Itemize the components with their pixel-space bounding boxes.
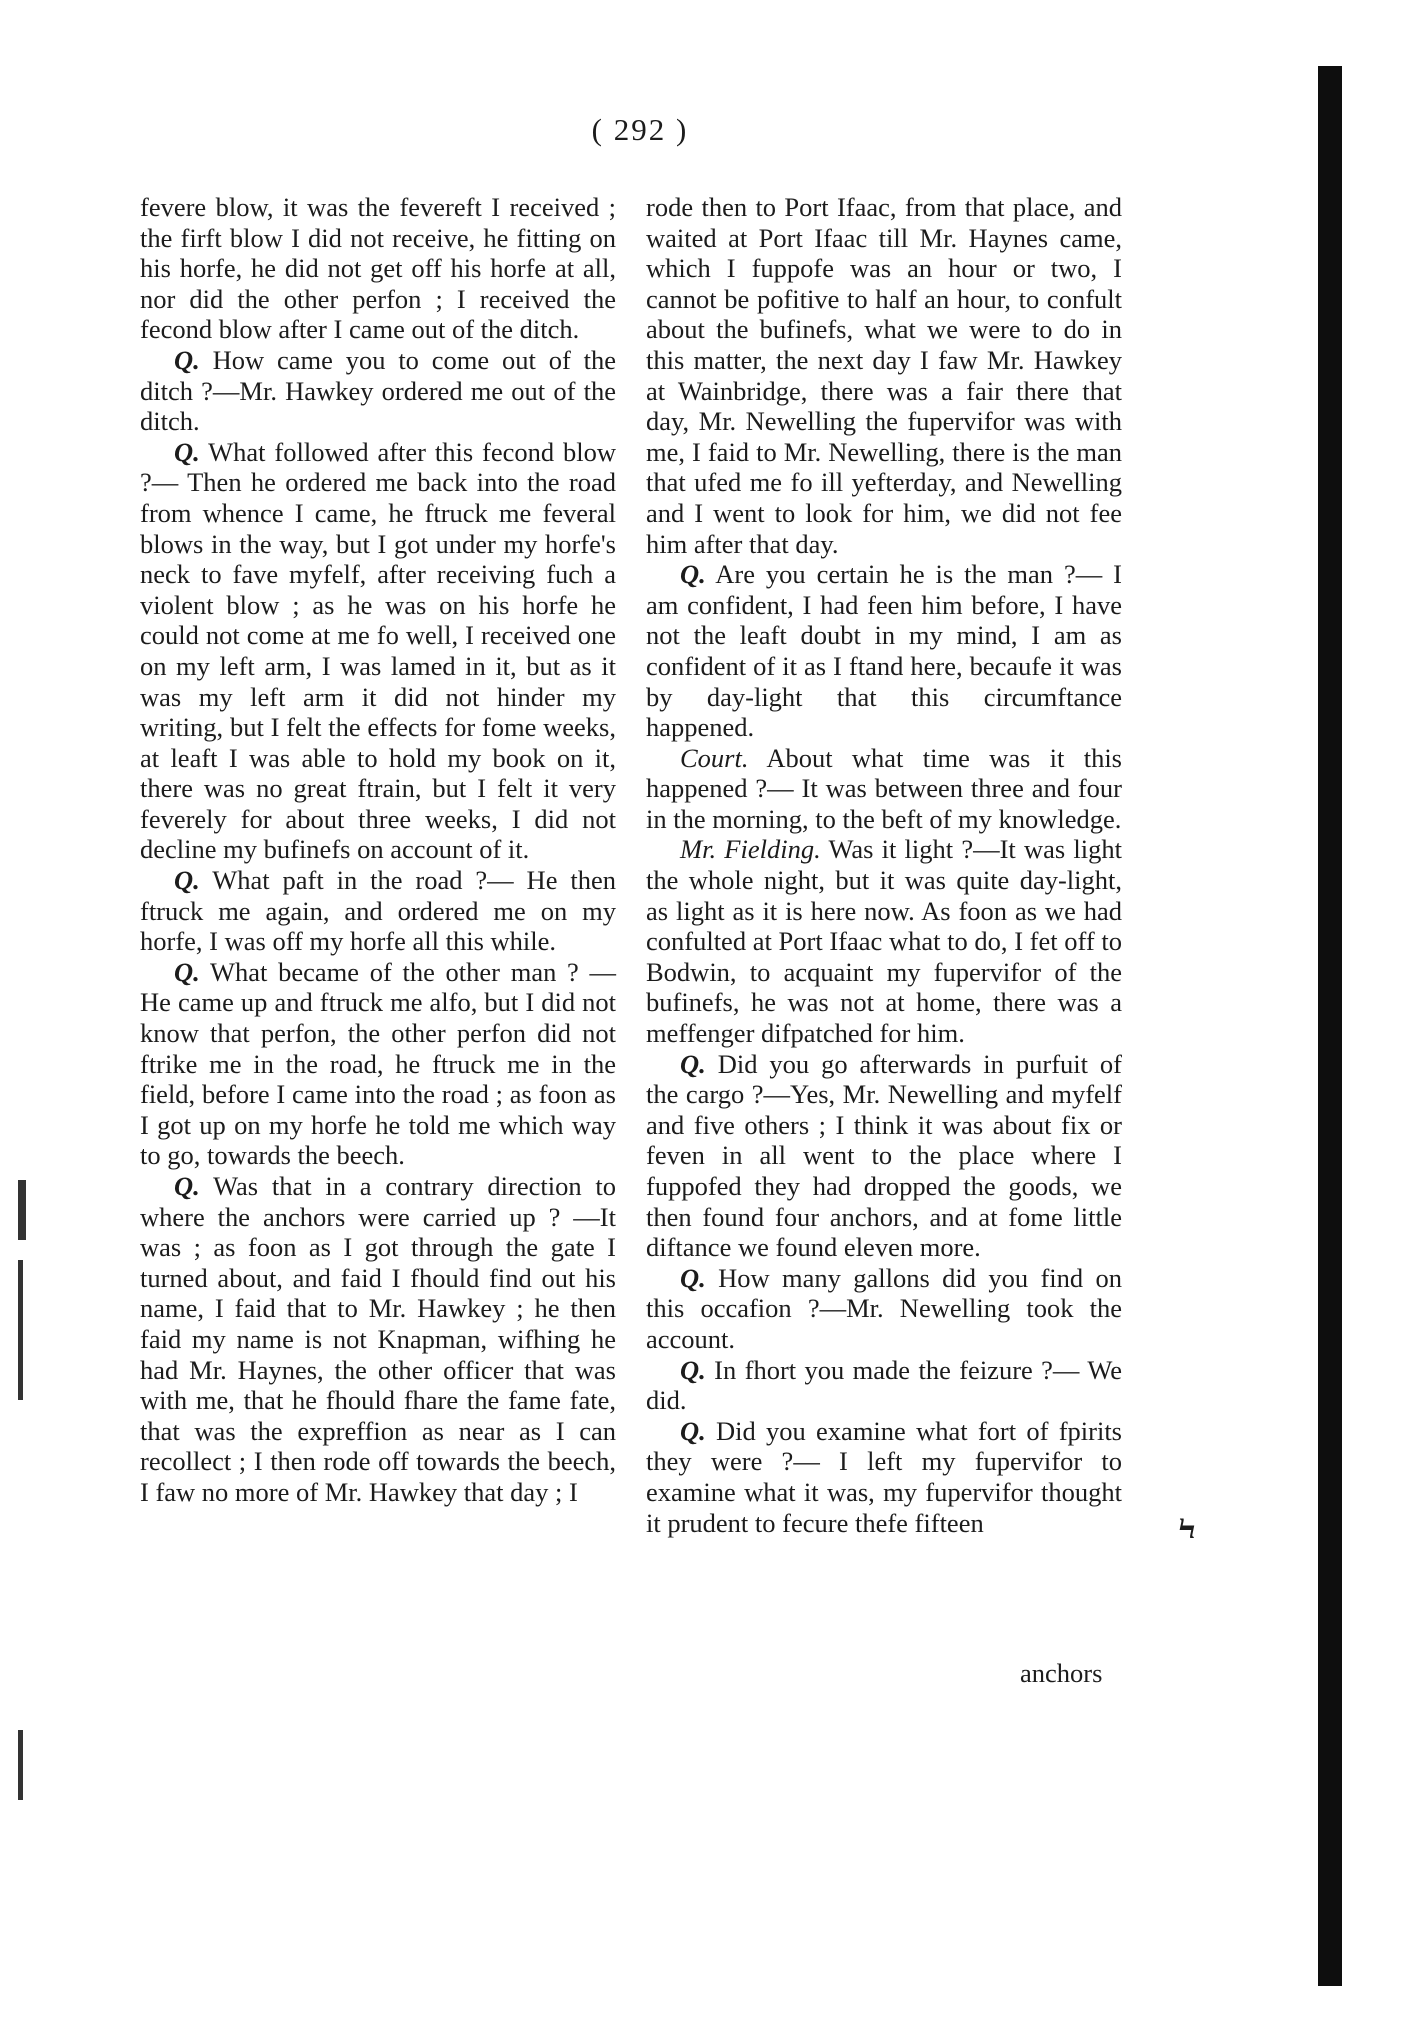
question-paragraph [140,345,616,437]
paragraph-text: Are you certain he is the man ?— I am confident, I had feen him before, I have not the leaft doubt in my mind, I am as confident of it as I ftand here, becaufe it was by day-light that this circumftance happened. [646,559,1122,743]
question-paragraph [140,865,616,957]
question-marker: Q. [174,344,200,375]
edge-mark [18,1730,23,1800]
question-marker: Q. [174,956,200,987]
question-paragraph [646,1416,1122,1538]
question-marker: Q. [174,865,200,896]
question-paragraph [646,1263,1122,1355]
paragraph-text: Did you go afterwards in purfuit of the cargo ?—Yes, Mr. Newelling and myfelf and five others ; I think it was about fix or feven in all went to the place where I fuppofed they had dropped the goods, we then found four anchors, and at fome little diftance we found eleven more. [646,1048,1123,1263]
question-marker: Q. [680,1262,706,1293]
question-paragraph [646,559,1122,743]
page-number: ( 292 ) [591,112,689,147]
paragraph [646,192,1122,559]
edge-mark [18,1260,23,1400]
paragraph-text: rode then to Port Ifaac, from that place, and waited at Port Ifaac till Mr. Haynes came, which I fuppofe was an hour or two, I cannot be pofitive to half an hour, to confult about the bufinefs, what we were to do in this matter, the next day I faw Mr. Hawkey at Wainbridge, there was a fair there that day, Mr. Newelling the fupervifor was with me, I faid to Mr. Newelling, there is the man that ufed me fo ill yefterday, and Newelling and I went to look for him, we did not fee him after that day. [646,192,1122,559]
question-paragraph [646,1355,1122,1416]
paragraph-text: fevere blow, it was the fevereft I received ; the firft blow I did not receive, he fitting on his horfe, he did not get off his horfe at all, nor did the other perfon ; I received the fecond blow after I came out of the ditch. [140,192,616,345]
paragraph-text: How came you to come out of the ditch ?—Mr. Hawkey ordered me out of the ditch. [140,344,616,437]
question-marker: Q. [680,1354,706,1385]
question-marker: Q. [174,436,200,467]
catchword: anchors [1020,1658,1103,1688]
speaker-label: Mr. Fielding. [680,834,821,865]
paragraph-text: Did you examine what fort of fpirits they were ?— I left my fupervifor to examine what it was, my fupervifor thought it prudent to fecure thefe fifteen [646,1415,1122,1538]
question-marker: Q. [680,559,706,590]
question-marker: Q. [680,1415,706,1446]
paragraph-text: Was that in a contrary direction to where the anchors were carried up ? —It was ; as foon as I got through the gate I turned about, and faid I fhould find out his name, I faid that to Mr. Hawkey ; he then faid my name is not Knapman, wifhing he had Mr. Haynes, the other officer that was with me, that he fhould fhare the fame fate, that was the expreffion as near as I can recollect ; I then rode off towards the beech, I faw no more of Mr. Hawkey that day ; I [140,1171,616,1507]
speaker-label: Court. [680,742,749,773]
question-paragraph [140,957,616,1171]
paragraph-text: Was it light ?—It was light the whole night, but it was quite day-light, as light as it is here now. As foon as we had confulted at Port Ifaac what to do, I fet off to Bodwin, to acquaint my fupervifor of the bufinefs, he was not at home, there was a meffenger difpatched for him. [646,834,1122,1049]
question-marker: Q. [680,1048,706,1079]
paragraph-text: In fhort you made the feizure ?— We did. [646,1354,1123,1416]
paragraph [140,192,616,345]
paragraph-text: What followed after this fecond blow ?— Then he ordered me back into the road from whence I came, he ftruck me feveral blows in the way, but I got under my horfe's neck to fave myfelf, after receiving fuch a violent blow ; as he was on his horfe he could not come at me fo well, I received one on my left arm, I was lamed in it, but as it was my left arm it did not hinder my writing, but I felt the effects for fome weeks, at leaft I was able to hold my book on it, there was no great ftrain, but I felt it very feverely for about three weeks, I did not decline my bufinefs on account of it. [140,436,616,865]
paragraph-text: About what time was it this happened ?— It was between three and four in the morning, to the beft of my knowledge. [646,742,1122,834]
speaker-paragraph [646,743,1122,835]
speaker-paragraph [646,834,1122,1048]
stray-ink-mark: Ϟ [1178,1512,1196,1545]
question-paragraph [646,1049,1122,1263]
paragraph-text: How many gallons did you find on this occafion ?—Mr. Newelling took the account. [646,1262,1123,1354]
binding-shadow [1318,66,1342,1986]
left-text-column [140,192,616,1508]
right-text-column [646,192,1122,1538]
edge-mark [18,1180,26,1240]
paragraph-text: What became of the other man ? — He came up and ftruck me alfo, but I did not know that perfon, the other perfon did not ftrike me in the road, he ftruck me in the field, before I came into the road ; as foon as I got up on my horfe he told me which way to go, towards the beech. [140,956,616,1171]
question-paragraph [140,437,616,865]
question-paragraph [140,1171,616,1508]
paragraph-text: What paft in the road ?— He then ftruck me again, and ordered me on my horfe, I was off my horfe all this while. [140,865,616,957]
question-marker: Q. [174,1171,200,1201]
